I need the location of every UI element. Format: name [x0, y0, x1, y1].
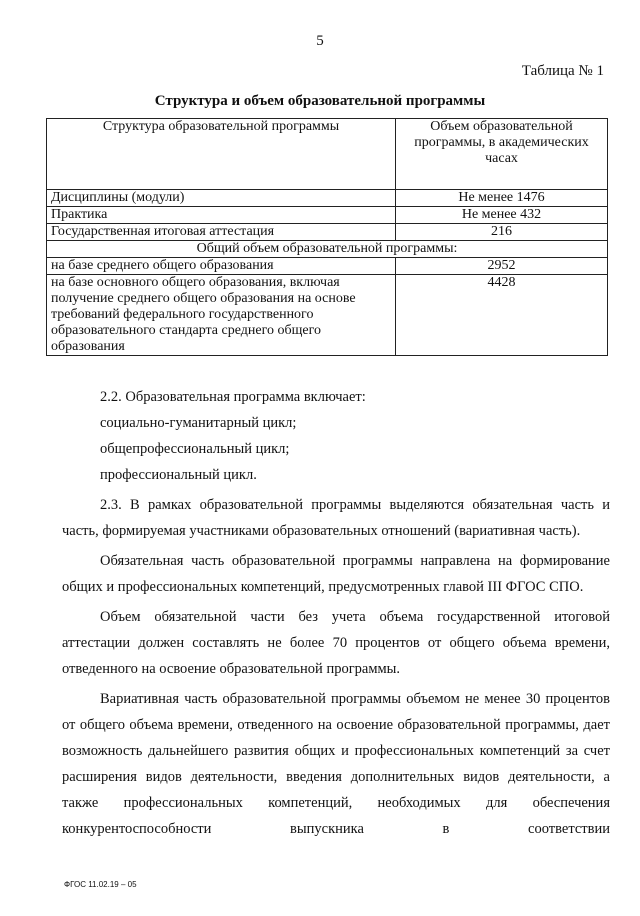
table-row [47, 275, 608, 356]
footer-code: ФГОС 11.02.19 – 05 [64, 880, 137, 889]
body-text [62, 384, 610, 842]
paragraph: Вариативная часть образовательной программы объемом не менее 30 процентов от общего объема времени, отведенного на освоение образовательной программы, дает возможность дальнейшего развития общих и профессиональных компетенций за счет расширения видов деятельности, введения дополнительных видов деятельности, а также профессиональных компетенций, необходимых для обеспечения конкурентоспособности выпускника в соответствии [62, 691, 610, 837]
table-caption: Таблица № 1 [521, 63, 604, 79]
paragraph: Объем обязательной части без учета объема государственной итоговой аттестации должен составлять не более 70 процентов от общего объема времени, отведенного на освоение образовательной программы. [62, 609, 610, 677]
paragraph: 2.2. Образовательная программа включает: [100, 389, 366, 405]
table-row [47, 190, 608, 207]
list-item: общепрофессиональный цикл; [100, 441, 290, 457]
list-item: профессиональный цикл. [100, 467, 257, 483]
row-value: Не менее 432 [396, 207, 608, 224]
header-structure: Структура образовательной программы [47, 119, 396, 190]
paragraph: Обязательная часть образовательной программы направлена на формирование общих и профессиональных компетенций, предусмотренных главой III ФГОС СПО. [62, 553, 610, 595]
row-label: Государственная итоговая аттестация [47, 224, 396, 241]
row-label: на базе основного общего образования, включая получение среднего общего образования на основе требований федерального государственного образовательного стандарта среднего общего образования [47, 275, 396, 356]
table-row [47, 258, 608, 275]
row-label: на базе среднего общего образования [47, 258, 396, 275]
program-structure-table [46, 118, 608, 356]
row-value: 216 [396, 224, 608, 241]
row-label: Дисциплины (модули) [47, 190, 396, 207]
table-row [47, 224, 608, 241]
row-label: Практика [47, 207, 396, 224]
page-number: 5 [316, 33, 324, 49]
table-row-total-heading [47, 241, 608, 258]
table-header-row [47, 119, 608, 190]
list-item: социально-гуманитарный цикл; [100, 415, 297, 431]
table-row [47, 207, 608, 224]
row-value: Не менее 1476 [396, 190, 608, 207]
row-value: 2952 [396, 258, 608, 275]
total-heading: Общий объем образовательной программы: [47, 241, 608, 258]
paragraph: 2.3. В рамках образовательной программы выделяются обязательная часть и часть, формируемая участниками образовательных отношений (вариативная часть). [62, 497, 610, 539]
table-title: Структура и объем образовательной программы [154, 93, 486, 109]
row-value: 4428 [396, 275, 608, 356]
header-volume: Объем образовательной программы, в академических часах [396, 119, 608, 190]
